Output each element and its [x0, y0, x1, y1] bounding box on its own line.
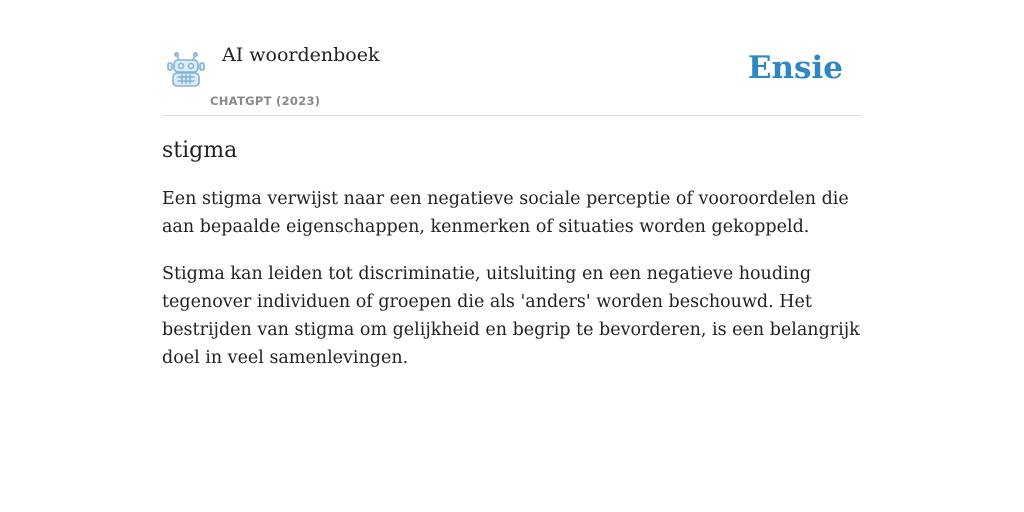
- header: [162, 0, 862, 116]
- robot-icon: [166, 52, 206, 88]
- site-title-link[interactable]: AI woordenboek: [222, 44, 380, 66]
- definition-paragraph: Stigma kan leiden tot discriminatie, uitsluiting en een negatieve houding tegenover individuen of groepen die als 'anders' worden beschouwd. Het bestrijden van stigma om gelijkheid en begrip te bevorderen, is een belangrijk doel in veel samenlevingen.: [162, 264, 860, 368]
- definition-paragraph: Een stigma verwijst naar een negatieve sociale perceptie of vooroordelen die aan bepaalde eigenschappen, kenmerken of situaties worden gekoppeld.: [162, 189, 849, 237]
- entry-definition: [162, 185, 862, 372]
- content-container: [162, 0, 862, 372]
- source-label: CHATGPT (2023): [210, 94, 321, 108]
- brand-logo-link[interactable]: Ensie: [747, 50, 843, 86]
- entry-term: stigma: [162, 138, 238, 163]
